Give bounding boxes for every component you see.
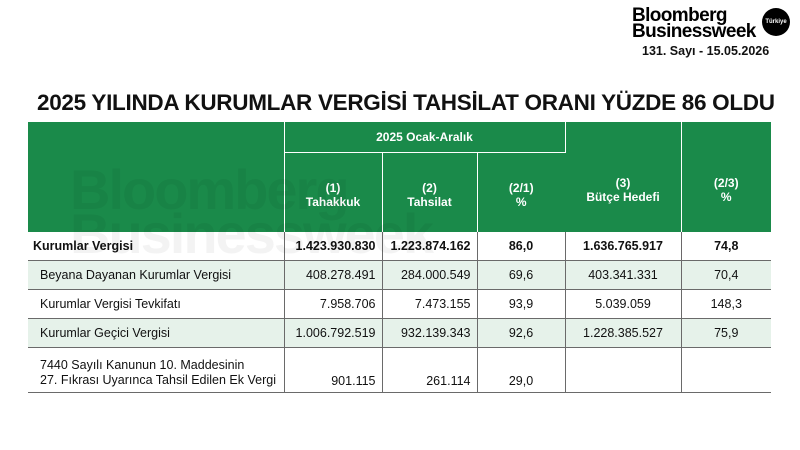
cell-butce-hedefi: 1.636.765.917 [565,232,681,261]
row-label-line2: 27. Fıkrası Uyarınca Tahsil Edilen Ek Vergi [40,373,276,387]
header-pct-2-3 [681,122,771,232]
brand-logo [632,6,792,68]
cell-tahakkuk: 7.958.706 [284,290,382,319]
cell-tahsilat: 261.114 [382,348,477,393]
table-row-beyana-dayanan [28,261,771,290]
header-num: (2) [422,181,437,196]
brand-name-line2: Businessweek [632,21,756,42]
cell-tahakkuk: 901.115 [284,348,382,393]
header-name: Bütçe Hedefi [586,190,660,204]
cell-butce-hedefi [565,348,681,393]
header-num: (1) [325,181,341,196]
header-name: Tahakkuk [305,195,361,210]
header-name: % [515,195,527,210]
cell-pct-2-3: 148,3 [681,290,771,319]
cell-pct-2-3: 70,4 [681,261,771,290]
row-label: Kurumlar Vergisi Tevkifatı [28,290,284,319]
cell-tahakkuk: 1.006.792.519 [284,319,382,348]
tax-collection-table [28,122,771,393]
cell-butce-hedefi: 403.341.331 [565,261,681,290]
brand-name-line1: Bloomberg [632,5,727,26]
header-pct-2-1 [477,152,565,232]
header-num: (2/3) [713,176,739,190]
cell-pct-2-1: 69,6 [477,261,565,290]
table-row-kurumlar-vergisi [28,232,771,261]
row-label: Kurumlar Geçici Vergisi [28,319,284,348]
header-butce-hedefi [565,122,681,232]
header-tahsilat [382,152,477,232]
row-label: Beyana Dayanan Kurumlar Vergisi [28,261,284,290]
cell-tahsilat: 284.000.549 [382,261,477,290]
row-label: Kurumlar Vergisi [28,232,284,261]
table-row-tevkifat [28,290,771,319]
header-num: (2/1) [508,181,534,196]
cell-tahsilat: 7.473.155 [382,290,477,319]
cell-tahsilat: 1.223.874.162 [382,232,477,261]
row-label [28,348,284,393]
cell-tahsilat: 932.139.343 [382,319,477,348]
issue-date: 131. Sayı - 15.05.2026 [642,44,770,58]
row-label-header [28,122,284,232]
page-title: 2025 YILINDA KURUMLAR VERGİSİ TAHSİLAT ORANI YÜZDE 86 OLDU [37,90,775,115]
table-row-gecici-vergi [28,319,771,348]
cell-pct-2-1: 86,0 [477,232,565,261]
cell-pct-2-1: 29,0 [477,348,565,393]
cell-pct-2-1: 93,9 [477,290,565,319]
cell-tahakkuk: 1.423.930.830 [284,232,382,261]
period-group-header: 2025 Ocak-Aralık [284,122,565,152]
cell-pct-2-1: 92,6 [477,319,565,348]
cell-pct-2-3 [681,348,771,393]
cell-pct-2-3: 74,8 [681,232,771,261]
cell-butce-hedefi: 1.228.385.527 [565,319,681,348]
cell-butce-hedefi: 5.039.059 [565,290,681,319]
header-num: (3) [615,176,631,190]
header-name: % [720,190,732,204]
header-tahakkuk [284,152,382,232]
row-label-line1: 7440 Sayılı Kanunun 10. Maddesinin [40,358,245,372]
table-row-ek-vergi [28,348,771,393]
cell-pct-2-3: 75,9 [681,319,771,348]
header-name: Tahsilat [407,195,452,210]
turkiye-badge-icon: Türkiye [762,8,790,36]
cell-tahakkuk: 408.278.491 [284,261,382,290]
